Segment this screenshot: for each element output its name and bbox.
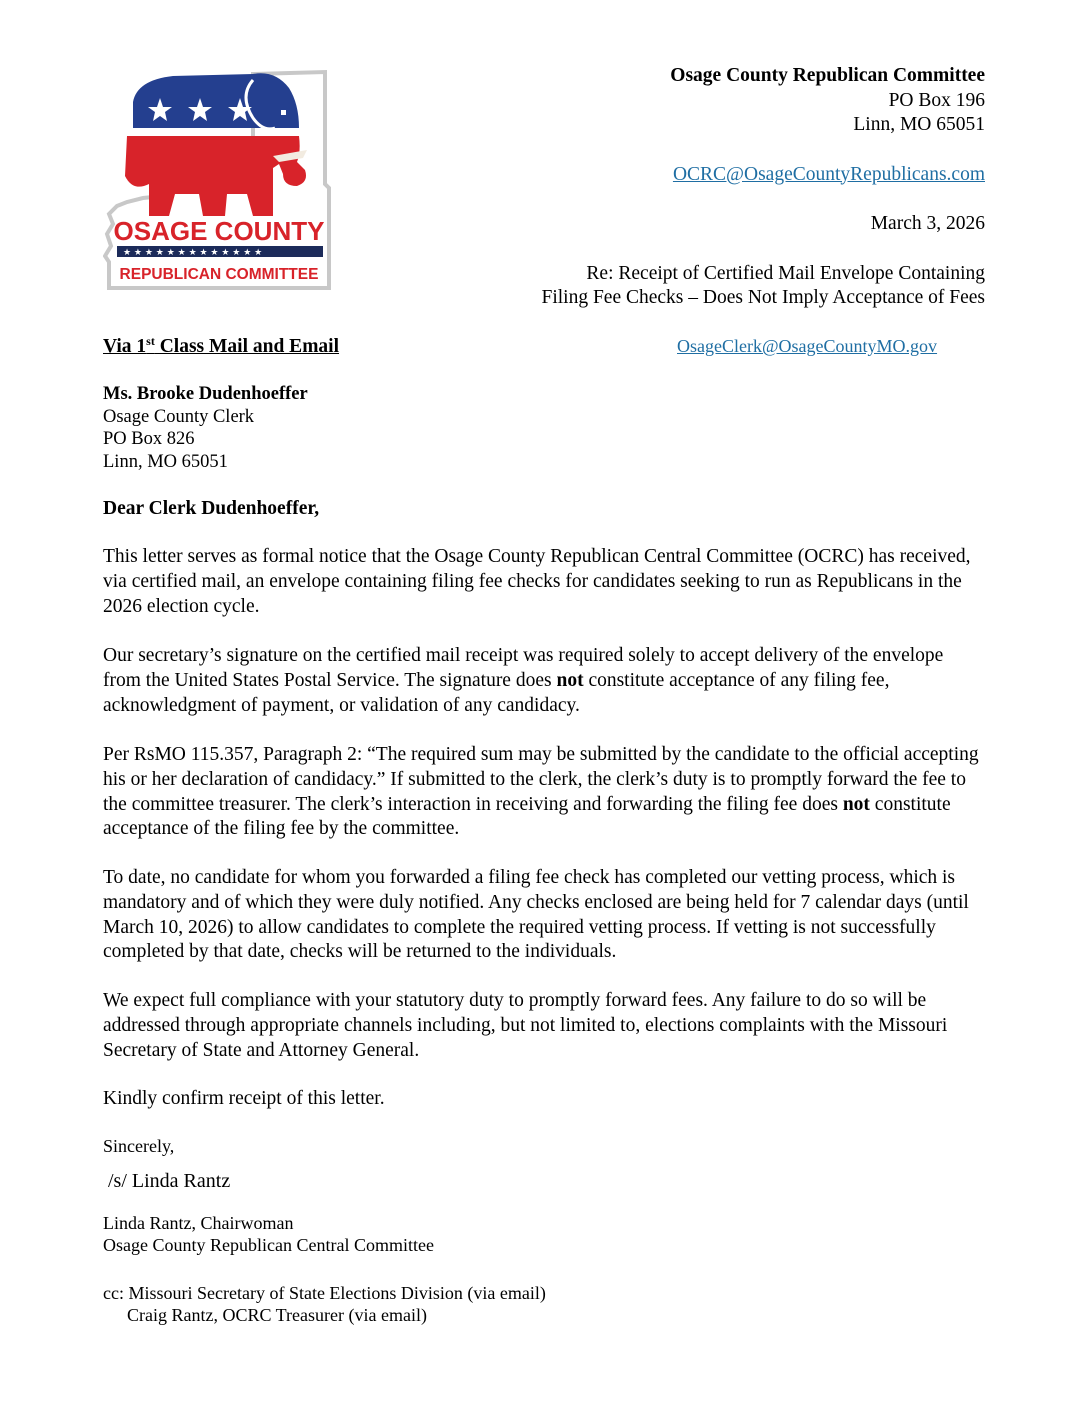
- svg-text:★ ★ ★ ★ ★ ★ ★ ★ ★ ★ ★ ★ ★: ★ ★ ★ ★ ★ ★ ★ ★ ★ ★ ★ ★ ★: [123, 248, 263, 258]
- letterhead: [465, 64, 985, 311]
- sender-org-name: Osage County Republican Committee: [670, 65, 985, 86]
- delivery-method: Via 1st Class Mail and Email: [103, 334, 340, 357]
- body-paragraph-5: We expect full compliance with your statutory duty to promptly forward fees. Any failure to do so will be addressed through appropriate channels including, but not limited to, elections complaints with the Missouri Secretary of State and Attorney General.: [103, 990, 948, 1061]
- signer-block: [103, 1212, 434, 1256]
- signer-name-title: Linda Rantz, Chairwoman: [103, 1213, 294, 1233]
- sender-address-line1: PO Box 196: [888, 89, 985, 111]
- committee-logo: [103, 66, 335, 292]
- cc-block: [103, 1282, 546, 1326]
- valediction: Sincerely,: [103, 1136, 175, 1156]
- cc-line-2: Craig Rantz, OCRC Treasurer (via email): [127, 1305, 427, 1325]
- signature: /s/ Linda Rantz: [108, 1170, 231, 1192]
- clerk-email-link[interactable]: OsageClerk@OsageCountyMO.gov: [677, 336, 938, 356]
- sender-email-link[interactable]: OCRC@OsageCountyRepublicans.com: [672, 163, 985, 185]
- cc-line-1: cc: Missouri Secretary of State Elections Division (via email): [103, 1283, 546, 1303]
- body-paragraph-2: Our secretary’s signature on the certified mail receipt was required solely to accept delivery of the envelope from the United States Postal Service. The signature does not constitute acceptance of any filing fee, acknowledgment of payment, or validation of any candidacy.: [103, 645, 944, 716]
- body-paragraph-6: Kindly confirm receipt of this letter.: [103, 1088, 385, 1109]
- recipient-title: Osage County Clerk: [103, 406, 255, 427]
- svg-text:OSAGE COUNTY: OSAGE COUNTY: [113, 216, 325, 246]
- subject-line1: Re: Receipt of Certified Mail Envelope Containing: [586, 262, 985, 284]
- svg-text:REPUBLICAN COMMITTEE: REPUBLICAN COMMITTEE: [119, 266, 319, 283]
- letter-date: March 3, 2026: [870, 213, 985, 234]
- elephant-logo-icon: [103, 66, 335, 292]
- recipient-block: [103, 383, 308, 473]
- recipient-name: Ms. Brooke Dudenhoeffer: [103, 384, 308, 404]
- body-paragraph-3: Per RsMO 115.357, Paragraph 2: “The required sum may be submitted by the candidate to the official accepting his or her declaration of candidacy.” If submitted to the clerk, the clerk’s duty is to promptly forward the fee to the committee treasurer. The clerk’s interaction in receiving and forwarding the filing fee does not constitute acceptance of the filing fee by the committee.: [103, 744, 979, 840]
- body-paragraph-4: To date, no candidate for whom you forwarded a filing fee check has completed our vetting process, which is mandatory and of which they were duly notified. Any checks enclosed are being held for 7 calendar days (until March 10, 2026) to allow candidates to complete the required vetting process. If vetting is not successfully completed by that date, checks will be returned to the individuals.: [103, 867, 969, 963]
- body-paragraph-1: This letter serves as formal notice that the Osage County Republican Central Committee (OCRC) has received, via certified mail, an envelope containing filing fee checks for candidates seeking to run as Republicans in the 2026 election cycle.: [103, 546, 971, 617]
- sender-address-line2: Linn, MO 65051: [853, 114, 985, 135]
- signer-org: Osage County Republican Central Committee: [103, 1235, 434, 1255]
- subject-line2: Filing Fee Checks – Does Not Imply Acceptance of Fees: [541, 287, 985, 308]
- salutation: Dear Clerk Dudenhoeffer,: [103, 498, 320, 519]
- recipient-address-line2: Linn, MO 65051: [103, 451, 228, 472]
- recipient-address-line1: PO Box 826: [103, 429, 195, 449]
